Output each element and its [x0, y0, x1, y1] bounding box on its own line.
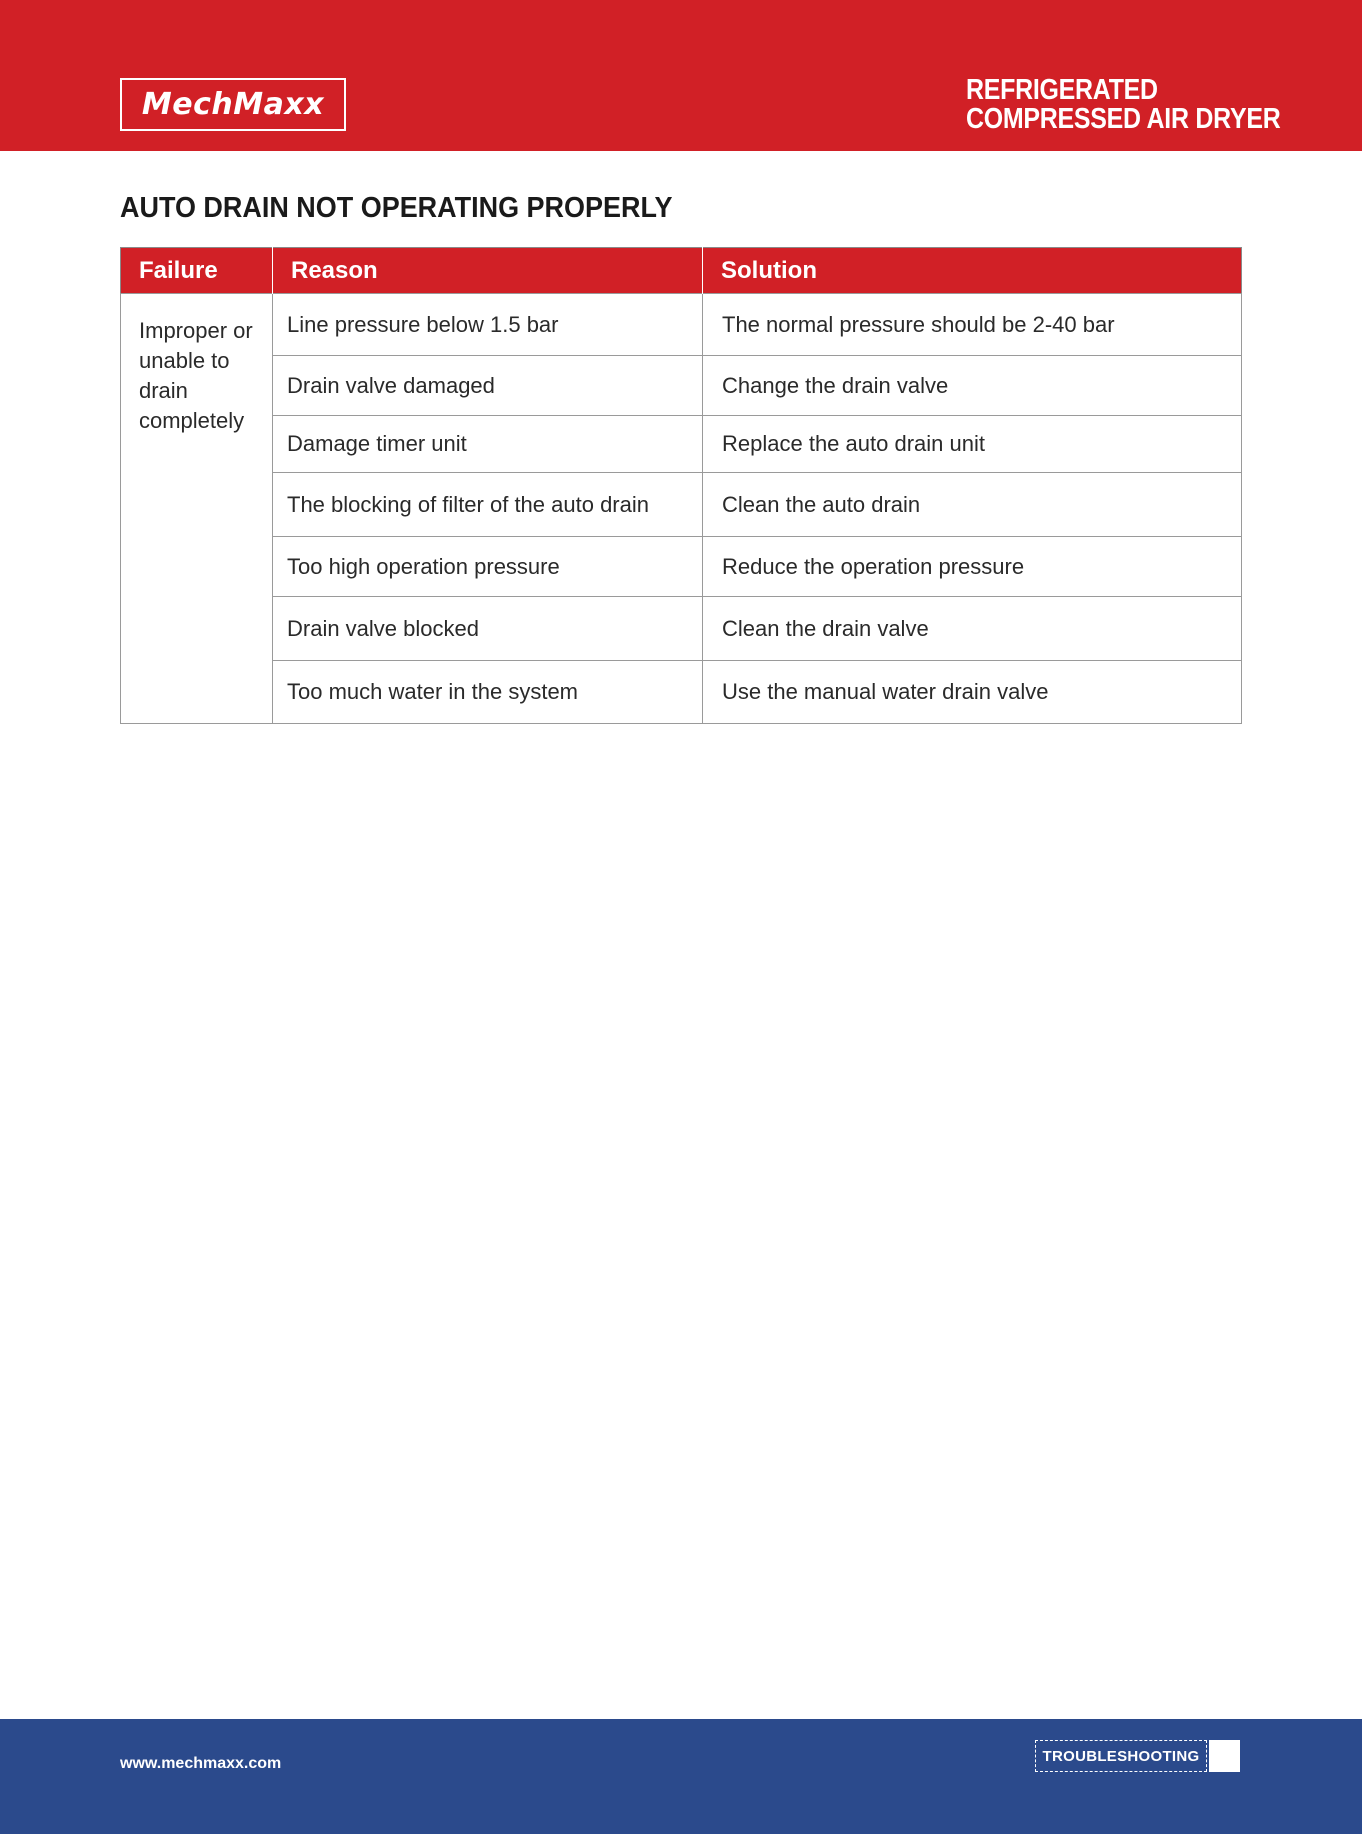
page-header — [0, 0, 1362, 151]
product-title-line2: COMPRESSED AIR DRYER — [966, 103, 1281, 135]
reason-cell: Drain valve damaged — [273, 356, 703, 416]
table-row — [121, 661, 1242, 724]
product-title-line1: REFRIGERATED — [966, 74, 1158, 106]
table-row — [121, 416, 1242, 473]
solution-cell: The normal pressure should be 2-40 bar — [703, 294, 1242, 356]
solution-cell: Reduce the operation pressure — [703, 537, 1242, 597]
table-header-row — [121, 248, 1242, 294]
solution-cell: Change the drain valve — [703, 356, 1242, 416]
brand-logo: MechMaxx — [120, 78, 346, 131]
solution-cell: Clean the drain valve — [703, 597, 1242, 661]
reason-cell: Too high operation pressure — [273, 537, 703, 597]
header-reason: Reason — [273, 248, 703, 294]
reason-cell: Line pressure below 1.5 bar — [273, 294, 703, 356]
header-failure: Failure — [121, 248, 273, 294]
reason-cell: Drain valve blocked — [273, 597, 703, 661]
solution-cell: Replace the auto drain unit — [703, 416, 1242, 473]
table-row — [121, 537, 1242, 597]
troubleshooting-table — [120, 247, 1242, 724]
website-link[interactable]: www.mechmaxx.com — [120, 1755, 282, 1772]
page-footer — [0, 1719, 1362, 1834]
table-row — [121, 473, 1242, 537]
solution-cell: Clean the auto drain — [703, 473, 1242, 537]
page-number-box — [1209, 1740, 1240, 1772]
table-row — [121, 597, 1242, 661]
section-title: AUTO DRAIN NOT OPERATING PROPERLY — [120, 192, 673, 224]
section-label: TROUBLESHOOTING — [1035, 1740, 1207, 1772]
reason-cell: Damage timer unit — [273, 416, 703, 473]
header-solution: Solution — [703, 248, 1242, 294]
failure-cell: Improper or unable to drain completely — [121, 294, 273, 724]
product-title — [966, 74, 1281, 135]
reason-cell: Too much water in the system — [273, 661, 703, 724]
reason-cell: The blocking of filter of the auto drain — [273, 473, 703, 537]
table-row — [121, 356, 1242, 416]
solution-cell: Use the manual water drain valve — [703, 661, 1242, 724]
table-row — [121, 294, 1242, 356]
